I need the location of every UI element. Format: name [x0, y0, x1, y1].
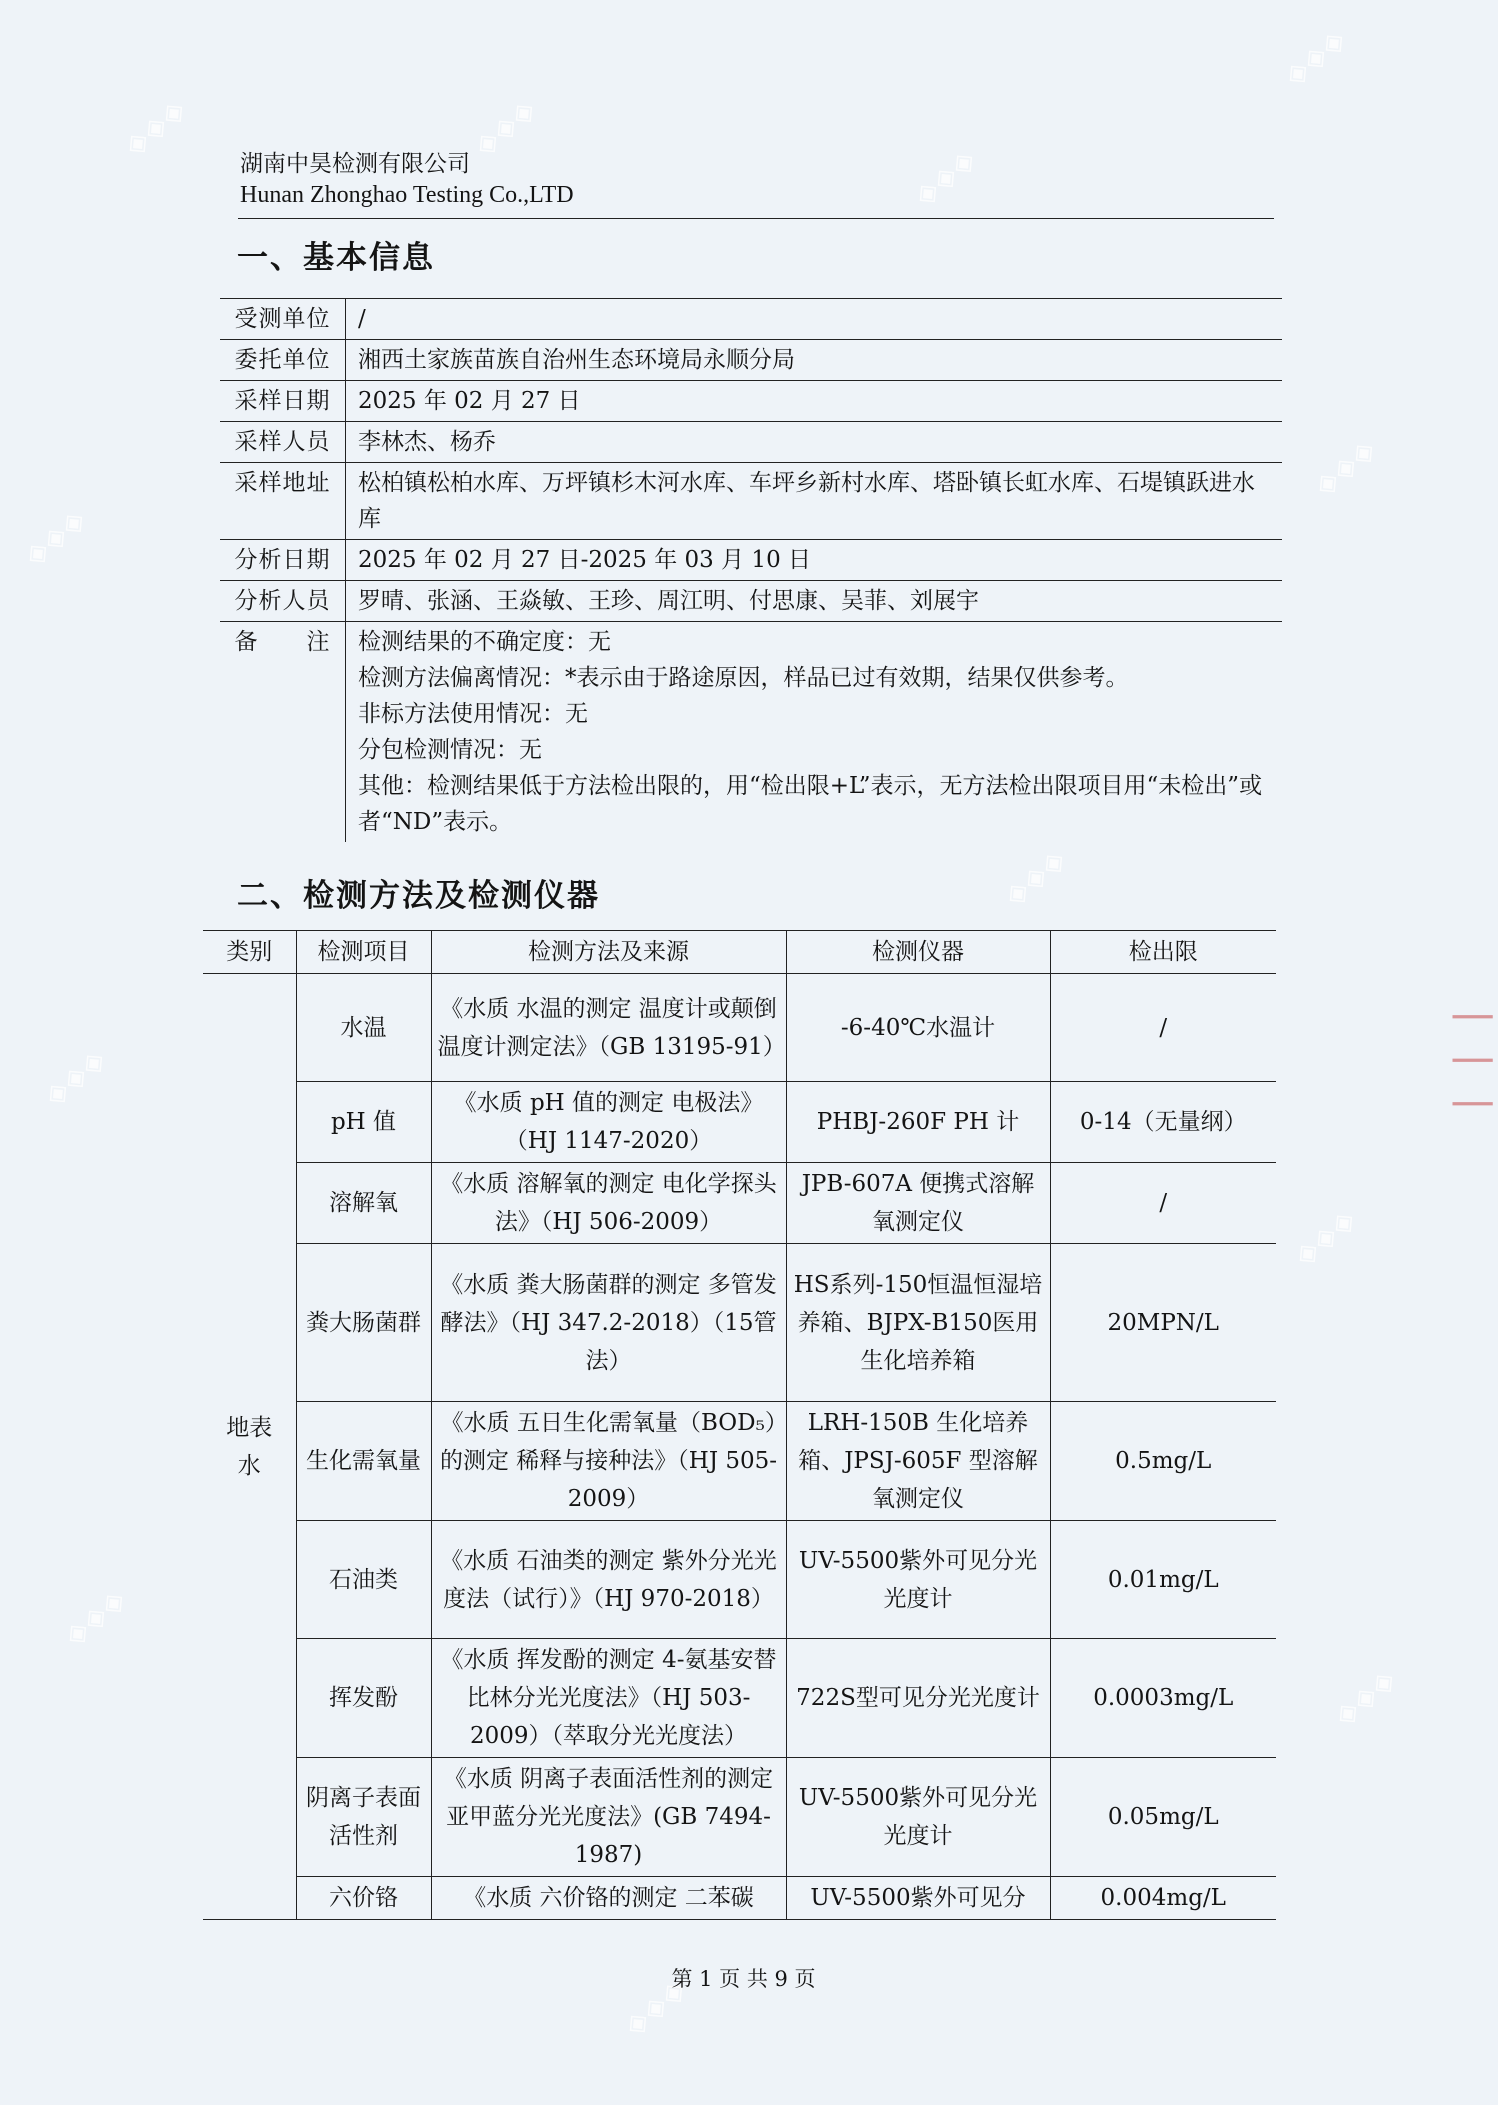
method-cell: 《水质 pH 值的测定 电极法》（HJ 1147-2020）: [431, 1082, 786, 1163]
info-row: [220, 381, 1282, 422]
company-name-en: Hunan Zhonghao Testing Co.,LTD: [240, 182, 574, 208]
section2-title: 二、检测方法及检测仪器: [237, 878, 600, 914]
table-row: [203, 1163, 1276, 1244]
info-row: [220, 340, 1282, 381]
category-cell: 地表水: [203, 974, 296, 1920]
remark-line: 检测方法偏离情况：*表示由于路途原因，样品已过有效期，结果仅供参考。: [358, 665, 1129, 691]
limit-cell: 0.01mg/L: [1050, 1521, 1276, 1639]
table-row: [203, 974, 1276, 1082]
limit-cell: /: [1050, 974, 1276, 1082]
info-label: 采样日期: [220, 381, 346, 422]
info-label: 采样地址: [220, 463, 346, 540]
header-limit: 检出限: [1050, 931, 1276, 974]
info-row: [220, 299, 1282, 340]
info-row-remarks: [220, 622, 1282, 843]
remarks-label: 备 注: [220, 622, 346, 843]
info-label: 采样人员: [220, 422, 346, 463]
methods-header-row: [203, 931, 1276, 974]
limit-cell: /: [1050, 1163, 1276, 1244]
info-label: 分析日期: [220, 540, 346, 581]
instrument-cell: UV-5500紫外可见分: [786, 1877, 1050, 1920]
info-label: 分析人员: [220, 581, 346, 622]
table-row: [203, 1639, 1276, 1758]
info-value: 李林杰、杨乔: [346, 422, 1283, 463]
remarks-value: [346, 622, 1283, 843]
limit-cell: 20MPN/L: [1050, 1244, 1276, 1402]
basic-info-table: [220, 298, 1282, 842]
item-cell: 六价铬: [296, 1877, 431, 1920]
instrument-cell: JPB-607A 便携式溶解氧测定仪: [786, 1163, 1050, 1244]
limit-cell: 0-14（无量纲）: [1050, 1082, 1276, 1163]
report-page: ◈◈◈ ◈◈◈ ◈◈◈ ◈◈◈ ◈◈◈ ◈◈◈ ◈◈◈ ◈◈◈ ◈◈◈ ◈◈◈ ◈◈◈ ◈◈◈ ||| 湖南中昊检测有限公司 Hunan Zhonghao Testing Co.,LTD 一、基本信息 受测单位 / 委托单位 湘西土家族苗族自治州生态环境局永顺分局 采样日期 2025 年 02 月 27 日 采样人员 李林杰、杨乔 采样地址 松柏镇松柏水库、万坪镇杉木河水库、车坪乡新村水库、塔卧镇长虹水库、石堤镇跃进水库 分析日期 2025 年 02 月 27 日-2025 年 03 月 10 日 分析人员 罗晴、张涵、王焱敏、王珍、周江明、付思康、吴菲、刘展宇 备 注 检测结果的不确定度：无 检测方法偏离情况：*表示由于路途原因，样品已过有效期，结果仅供参考。 非标方法使用情况：无 分包检测情况：无 其他：检测结果低于方法检出限的，用“检出限+L”表示，无方法检出限项目用“未检出”或者“ND”表示。 二、检测方法及检测仪器 类别 检测项目 检测方法及来源 检测仪器 检出限 地表水 水温 《水质 水温的测定 温度计或颠倒温度计测定法》（GB 13195-91） -6-40℃水温计 / pH 值 《水质 pH 值的测定 电极法》（HJ 1147-2020） PHBJ-260F PH 计 0-14（无量纲） 溶解氧 《水质 溶解氧的测定 电化学探头法》（HJ 506-2009） JPB-607A 便携式溶解氧测定仪 / 粪大肠菌群 《水质 粪大肠菌群的测定 多管发酵法》（HJ 347.2-2018）（15管法） HS系列-150恒温恒湿培养箱、BJPX-B150医用生化培养箱 20MPN/L 生化需氧量 《水质 五日生化需氧量（BOD₅）的测定 稀释与接种法》（HJ 505-2009） LRH-150B 生化培养箱、JPSJ-605F 型溶解氧测定仪 0.5mg/L 石油类 《水质 石油类的测定 紫外分光光度法（试行）》（HJ 970-2018） UV-5500紫外可见分光光度计 0.01mg/L 挥发酚 《水质 挥发酚的测定 4-氨基安替比林分光光度法》（HJ 503-2009）（萃取分光光度法） 722S型可见分光光度计 0.0003mg/L 阴离子表面活性剂 《水质 阴离子表面活性剂的测定 亚甲蓝分光光度法》(GB 7494-1987) UV-5500紫外可见分光光度计 0.05mg/L 六价铬 《水质 六价铬的测定 二苯碳 UV-5500紫外可见分 0.004mg/L 第 1 页 共 9 页: [0, 0, 1487, 2105]
remark-line: 分包检测情况：无: [358, 737, 542, 763]
info-row: [220, 422, 1282, 463]
remark-line: 其他：检测结果低于方法检出限的，用“检出限+L”表示，无方法检出限项目用“未检出”或者“ND”表示。: [358, 773, 1263, 835]
info-value: 2025 年 02 月 27 日: [346, 381, 1283, 422]
instrument-cell: HS系列-150恒温恒湿培养箱、BJPX-B150医用生化培养箱: [786, 1244, 1050, 1402]
remark-line: 非标方法使用情况：无: [358, 701, 588, 727]
table-row: [203, 1402, 1276, 1521]
instrument-cell: LRH-150B 生化培养箱、JPSJ-605F 型溶解氧测定仪: [786, 1402, 1050, 1521]
header-instrument: 检测仪器: [786, 931, 1050, 974]
section1-title: 一、基本信息: [237, 240, 435, 276]
item-cell: pH 值: [296, 1082, 431, 1163]
instrument-cell: PHBJ-260F PH 计: [786, 1082, 1050, 1163]
info-value: 松柏镇松柏水库、万坪镇杉木河水库、车坪乡新村水库、塔卧镇长虹水库、石堤镇跃进水库: [346, 463, 1283, 540]
item-cell: 粪大肠菌群: [296, 1244, 431, 1402]
info-value: 湘西土家族苗族自治州生态环境局永顺分局: [346, 340, 1283, 381]
item-cell: 挥发酚: [296, 1639, 431, 1758]
header-category: 类别: [203, 931, 296, 974]
method-cell: 《水质 溶解氧的测定 电化学探头法》（HJ 506-2009）: [431, 1163, 786, 1244]
header-item: 检测项目: [296, 931, 431, 974]
instrument-cell: UV-5500紫外可见分光光度计: [786, 1758, 1050, 1877]
item-cell: 生化需氧量: [296, 1402, 431, 1521]
info-label: 委托单位: [220, 340, 346, 381]
method-cell: 《水质 阴离子表面活性剂的测定 亚甲蓝分光光度法》(GB 7494-1987): [431, 1758, 786, 1877]
instrument-cell: -6-40℃水温计: [786, 974, 1050, 1082]
limit-cell: 0.0003mg/L: [1050, 1639, 1276, 1758]
table-row: [203, 1758, 1276, 1877]
method-cell: 《水质 石油类的测定 紫外分光光度法（试行）》（HJ 970-2018）: [431, 1521, 786, 1639]
info-value: 2025 年 02 月 27 日-2025 年 03 月 10 日: [346, 540, 1283, 581]
method-cell: 《水质 水温的测定 温度计或颠倒温度计测定法》（GB 13195-91）: [431, 974, 786, 1082]
method-cell: 《水质 粪大肠菌群的测定 多管发酵法》（HJ 347.2-2018）（15管法）: [431, 1244, 786, 1402]
item-cell: 石油类: [296, 1521, 431, 1639]
item-cell: 水温: [296, 974, 431, 1082]
remark-line: 检测结果的不确定度：无: [358, 629, 611, 655]
info-label: 受测单位: [220, 299, 346, 340]
page-number: 第 1 页 共 9 页: [671, 1967, 816, 1991]
limit-cell: 0.5mg/L: [1050, 1402, 1276, 1521]
item-cell: 溶解氧: [296, 1163, 431, 1244]
item-cell: 阴离子表面活性剂: [296, 1758, 431, 1877]
info-row: [220, 463, 1282, 540]
table-row: [203, 1082, 1276, 1163]
limit-cell: 0.05mg/L: [1050, 1758, 1276, 1877]
info-value: 罗晴、张涵、王焱敏、王珍、周江明、付思康、吴菲、刘展宇: [346, 581, 1283, 622]
company-name-cn: 湖南中昊检测有限公司: [240, 151, 470, 177]
method-cell: 《水质 挥发酚的测定 4-氨基安替比林分光光度法》（HJ 503-2009）（萃取分光光度法）: [431, 1639, 786, 1758]
table-row: [203, 1244, 1276, 1402]
header-divider: [238, 218, 1274, 219]
methods-table: [203, 930, 1276, 1920]
info-value: /: [346, 299, 1283, 340]
instrument-cell: UV-5500紫外可见分光光度计: [786, 1521, 1050, 1639]
red-stamp-edge: |||: [1452, 1010, 1498, 1141]
table-row: [203, 1877, 1276, 1920]
instrument-cell: 722S型可见分光光度计: [786, 1639, 1050, 1758]
limit-cell: 0.004mg/L: [1050, 1877, 1276, 1920]
info-row: [220, 540, 1282, 581]
method-cell: 《水质 六价铬的测定 二苯碳: [431, 1877, 786, 1920]
info-row: [220, 581, 1282, 622]
header-method: 检测方法及来源: [431, 931, 786, 974]
method-cell: 《水质 五日生化需氧量（BOD₅）的测定 稀释与接种法》（HJ 505-2009）: [431, 1402, 786, 1521]
table-row: [203, 1521, 1276, 1639]
